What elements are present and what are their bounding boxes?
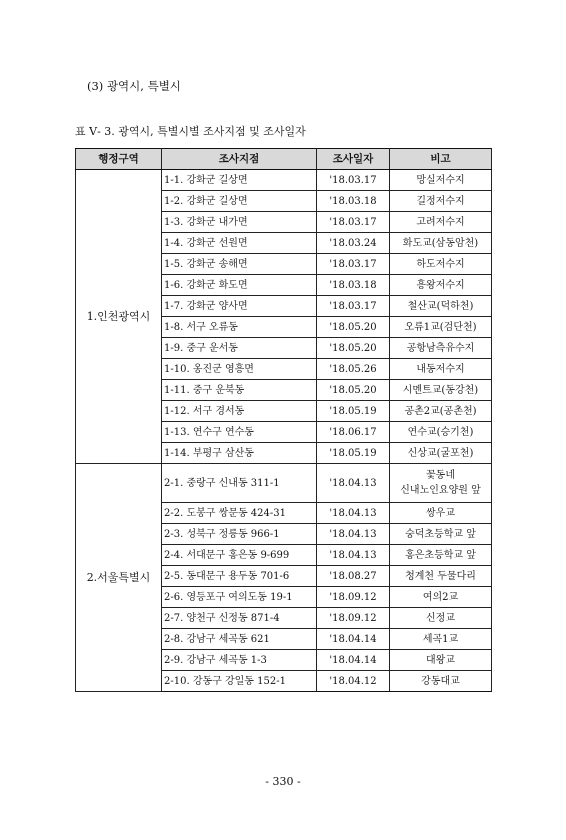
- note-cell: [390, 317, 492, 338]
- note-cell: [390, 296, 492, 317]
- site-cell: 2-3. 성북구 정릉동 966-1: [162, 524, 317, 545]
- date-cell: '18.03.17: [317, 170, 390, 191]
- site-cell: 1-13. 연수구 연수동: [162, 422, 317, 443]
- site-cell: 1-10. 옹진군 영흥면: [162, 359, 317, 380]
- note-line: 하도저수지: [416, 258, 465, 270]
- note-cell: [390, 338, 492, 359]
- note-cell: [390, 503, 492, 524]
- header-site: 조사지점: [162, 149, 317, 170]
- site-cell: 1-1. 강화군 길상면: [162, 170, 317, 191]
- date-cell: '18.05.20: [317, 338, 390, 359]
- site-cell: 2-6. 영등포구 여의도동 19-1: [162, 587, 317, 608]
- date-cell: '18.04.13: [317, 464, 390, 503]
- note-line: 숭덕초등학교 앞: [405, 528, 476, 540]
- note-line: 연수교(승기천): [407, 426, 474, 438]
- note-line: 꽃동네: [426, 470, 455, 481]
- date-cell: '18.05.20: [317, 380, 390, 401]
- note-line: 시멘트교(동강천): [402, 384, 479, 396]
- date-cell: '18.04.14: [317, 650, 390, 671]
- note-cell: [390, 233, 492, 254]
- date-cell: '18.06.17: [317, 422, 390, 443]
- note-line: 화도교(삼동암천): [402, 237, 479, 249]
- table-header-row: [76, 149, 492, 170]
- note-line: 세곡1교: [422, 633, 459, 645]
- date-cell: '18.03.18: [317, 191, 390, 212]
- note-line: 신상교(굴포천): [407, 447, 474, 459]
- date-cell: '18.03.17: [317, 254, 390, 275]
- note-line: 대왕교: [426, 654, 455, 666]
- region-cell: 2.서울특별시: [76, 464, 162, 692]
- note-cell: [390, 566, 492, 587]
- site-cell: 2-10. 강동구 강일동 152-1: [162, 671, 317, 692]
- date-cell: '18.03.24: [317, 233, 390, 254]
- note-line: 망실저수지: [416, 174, 465, 186]
- note-line: 철산교(덕하천): [407, 300, 474, 312]
- note-cell: [390, 524, 492, 545]
- note-line: 홍은초등학교 앞: [405, 549, 476, 561]
- date-cell: '18.05.26: [317, 359, 390, 380]
- site-cell: 2-1. 중랑구 신내동 311-1: [162, 464, 317, 503]
- note-line: 여의2교: [422, 591, 459, 603]
- note-cell: [390, 671, 492, 692]
- site-cell: 1-8. 서구 오류동: [162, 317, 317, 338]
- header-region: 행정구역: [76, 149, 162, 170]
- note-line: 강동대교: [421, 675, 460, 687]
- date-cell: '18.08.27: [317, 566, 390, 587]
- note-cell: [390, 650, 492, 671]
- header-date: 조사일자: [317, 149, 390, 170]
- page-number: - 330 -: [265, 775, 301, 788]
- note-cell: [390, 443, 492, 464]
- table-body: [76, 170, 492, 692]
- note-cell: [390, 170, 492, 191]
- site-cell: 1-7. 강화군 양사면: [162, 296, 317, 317]
- note-line: 흥왕저수지: [416, 279, 465, 291]
- header-note: 비고: [390, 149, 492, 170]
- note-line: 공항남측유수지: [406, 342, 475, 354]
- date-cell: '18.05.20: [317, 317, 390, 338]
- note-cell: [390, 422, 492, 443]
- site-cell: 2-9. 강남구 세곡동 1-3: [162, 650, 317, 671]
- note-cell: [390, 275, 492, 296]
- note-line: 신내노인요양원 앞: [400, 485, 481, 496]
- note-cell: [390, 545, 492, 566]
- date-cell: '18.04.13: [317, 524, 390, 545]
- note-cell: [390, 254, 492, 275]
- site-cell: 2-8. 강남구 세곡동 621: [162, 629, 317, 650]
- table-row: [76, 464, 492, 503]
- date-cell: '18.05.19: [317, 443, 390, 464]
- note-line: 신정교: [426, 612, 455, 624]
- survey-sites-table: [75, 148, 492, 692]
- note-line: 쌍우교: [426, 507, 455, 519]
- date-cell: '18.04.14: [317, 629, 390, 650]
- site-cell: 1-12. 서구 경서동: [162, 401, 317, 422]
- region-cell: 1.인천광역시: [76, 170, 162, 464]
- note-cell: [390, 380, 492, 401]
- site-cell: 1-14. 부평구 삼산동: [162, 443, 317, 464]
- note-cell: [390, 587, 492, 608]
- site-cell: 1-11. 중구 운북동: [162, 380, 317, 401]
- note-line: 청계천 두물다리: [405, 570, 476, 582]
- note-cell: [390, 191, 492, 212]
- note-cell: [390, 401, 492, 422]
- site-cell: 1-6. 강화군 화도면: [162, 275, 317, 296]
- note-cell: [390, 359, 492, 380]
- note-line: 길정저수지: [416, 195, 465, 207]
- table-row: [76, 170, 492, 191]
- date-cell: '18.03.18: [317, 275, 390, 296]
- note-line: 고려저수지: [416, 216, 465, 228]
- date-cell: '18.04.13: [317, 545, 390, 566]
- date-cell: '18.03.17: [317, 296, 390, 317]
- site-cell: 1-4. 강화군 선원면: [162, 233, 317, 254]
- site-cell: 1-2. 강화군 길상면: [162, 191, 317, 212]
- site-cell: 1-9. 중구 운서동: [162, 338, 317, 359]
- note-cell: [390, 608, 492, 629]
- site-cell: 1-5. 강화군 송해면: [162, 254, 317, 275]
- note-cell: [390, 464, 492, 503]
- note-line: 오류1교(검단천): [404, 321, 477, 333]
- date-cell: '18.03.17: [317, 212, 390, 233]
- site-cell: 1-3. 강화군 내가면: [162, 212, 317, 233]
- note-line: 내동저수지: [416, 363, 465, 375]
- date-cell: '18.04.12: [317, 671, 390, 692]
- table-caption: 표 Ⅴ- 3. 광역시, 특별시별 조사지점 및 조사일자: [75, 125, 306, 138]
- date-cell: '18.09.12: [317, 587, 390, 608]
- date-cell: '18.09.12: [317, 608, 390, 629]
- section-heading: (3) 광역시, 특별시: [87, 79, 181, 93]
- note-cell: [390, 212, 492, 233]
- note-cell: [390, 629, 492, 650]
- date-cell: '18.04.13: [317, 503, 390, 524]
- date-cell: '18.05.19: [317, 401, 390, 422]
- site-cell: 2-2. 도봉구 쌍문동 424-31: [162, 503, 317, 524]
- note-line: 공촌2교(공촌천): [404, 405, 477, 417]
- site-cell: 2-7. 양천구 신정동 871-4: [162, 608, 317, 629]
- site-cell: 2-4. 서대문구 홍은동 9-699: [162, 545, 317, 566]
- site-cell: 2-5. 동대문구 용두동 701-6: [162, 566, 317, 587]
